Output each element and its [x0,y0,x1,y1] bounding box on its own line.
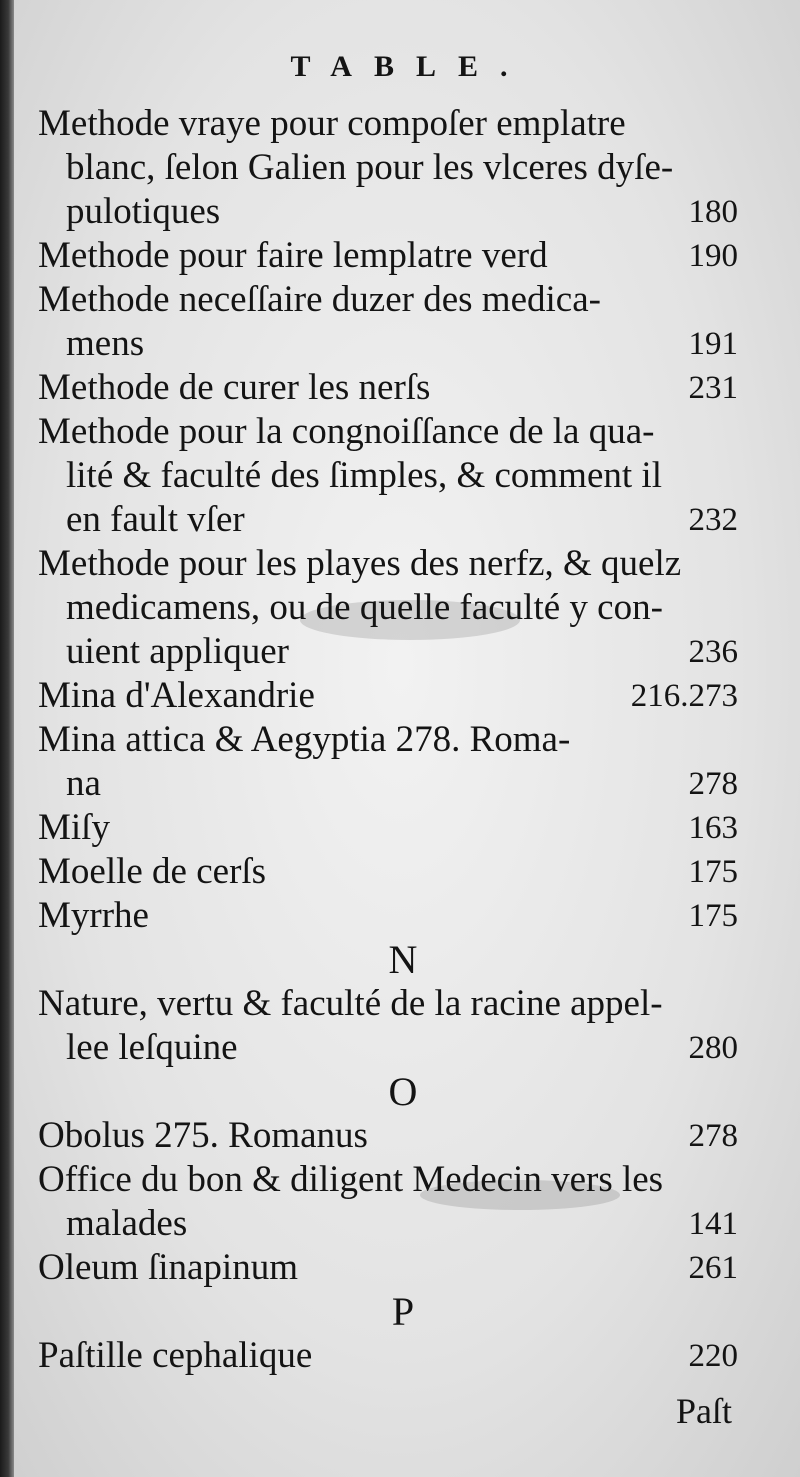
page-number: 280 [688,1030,738,1066]
index-entry-continuation [38,454,738,498]
entry-text: Methode pour la congnoiſſance de la qua- [38,411,655,452]
entry-text: uient appliquer [66,631,289,672]
entry-text: Nature, vertu & faculté de la racine appel- [38,983,663,1024]
section-letter: P [391,1289,415,1334]
index-entry-continuation [38,190,738,234]
index-entry [38,982,738,1026]
catchword: Paſt [675,1391,732,1431]
running-head: TABLE. [290,50,530,83]
index-entry [38,234,738,278]
entry-text: en fault vſer [66,499,245,540]
page-number: 175 [688,898,738,934]
page-number: 175 [688,854,738,890]
entry-text: Mina attica & Aegyptia 278. Roma- [38,719,571,760]
page-gutter-shadow [0,0,14,1477]
entry-text: Office du bon & diligent Medecin vers les [38,1159,664,1200]
page-number: 191 [688,326,738,362]
page-number: 220 [688,1338,738,1374]
page-number: 180 [688,194,738,230]
page-number: 231 [688,370,738,406]
index-entry [38,1334,738,1378]
index-entry-continuation [38,498,738,542]
index-entry [38,102,738,146]
index-entry [38,410,738,454]
page-number: 216.273 [630,678,738,714]
index-entry-continuation [38,1202,738,1246]
entry-text: na [66,763,101,804]
index-entry [38,278,738,322]
index-entry [38,806,738,850]
page-number: 232 [688,502,738,538]
section-letter: O [388,1069,418,1114]
entry-text: Myrrhe [38,895,149,936]
entry-text: lee leſquine [66,1027,238,1068]
page-number: 163 [688,810,738,846]
entry-text: Paſtille cephalique [38,1335,313,1376]
index-entry-continuation [38,146,738,190]
entry-text: Methode pour les playes des nerfz, & quelz [38,543,682,584]
entry-text: Methode vraye pour compoſer emplatre [38,103,626,144]
entry-text: medicamens, ou de quelle faculté y con- [66,587,663,628]
index-entry [38,366,738,410]
index-entry [38,674,738,718]
index-entry [38,894,738,938]
index-entry [38,718,738,762]
index-entry [38,1246,738,1290]
index-entry [38,1158,738,1202]
entry-text: blanc, ſelon Galien pour les vlceres dyſe- [66,147,674,188]
index-entry [38,1114,738,1158]
entry-text: Oleum ſinapinum [38,1247,298,1288]
index-entry [38,542,738,586]
entry-text: Methode neceſſaire duzer des medica- [38,279,601,320]
index-entry [38,850,738,894]
page-number: 190 [688,238,738,274]
entry-text: mens [66,323,145,364]
index-entries [38,102,738,1378]
index-entry-continuation [38,1026,738,1070]
entry-text: Methode de curer les nerſs [38,367,431,408]
page-number: 278 [688,766,738,802]
entry-text: malades [66,1203,188,1244]
entry-text: Miſy [38,807,110,848]
index-entry-continuation [38,322,738,366]
entry-text: lité & faculté des ſimples, & comment il [66,455,662,496]
section-letter: N [388,937,418,982]
page-number: 141 [688,1206,738,1242]
index-entry-continuation [38,630,738,674]
entry-text: Moelle de cerſs [38,851,267,892]
index-entry-continuation [38,586,738,630]
index-entry-continuation [38,762,738,806]
entry-text: pulotiques [66,191,221,232]
entry-text: Mina d'Alexandrie [38,675,315,716]
entry-text: Obolus 275. Romanus [38,1115,368,1156]
page-number: 261 [688,1250,738,1286]
page-number: 278 [688,1118,738,1154]
entry-text: Methode pour faire lemplatre verd [38,235,548,276]
page-number: 236 [688,634,738,670]
